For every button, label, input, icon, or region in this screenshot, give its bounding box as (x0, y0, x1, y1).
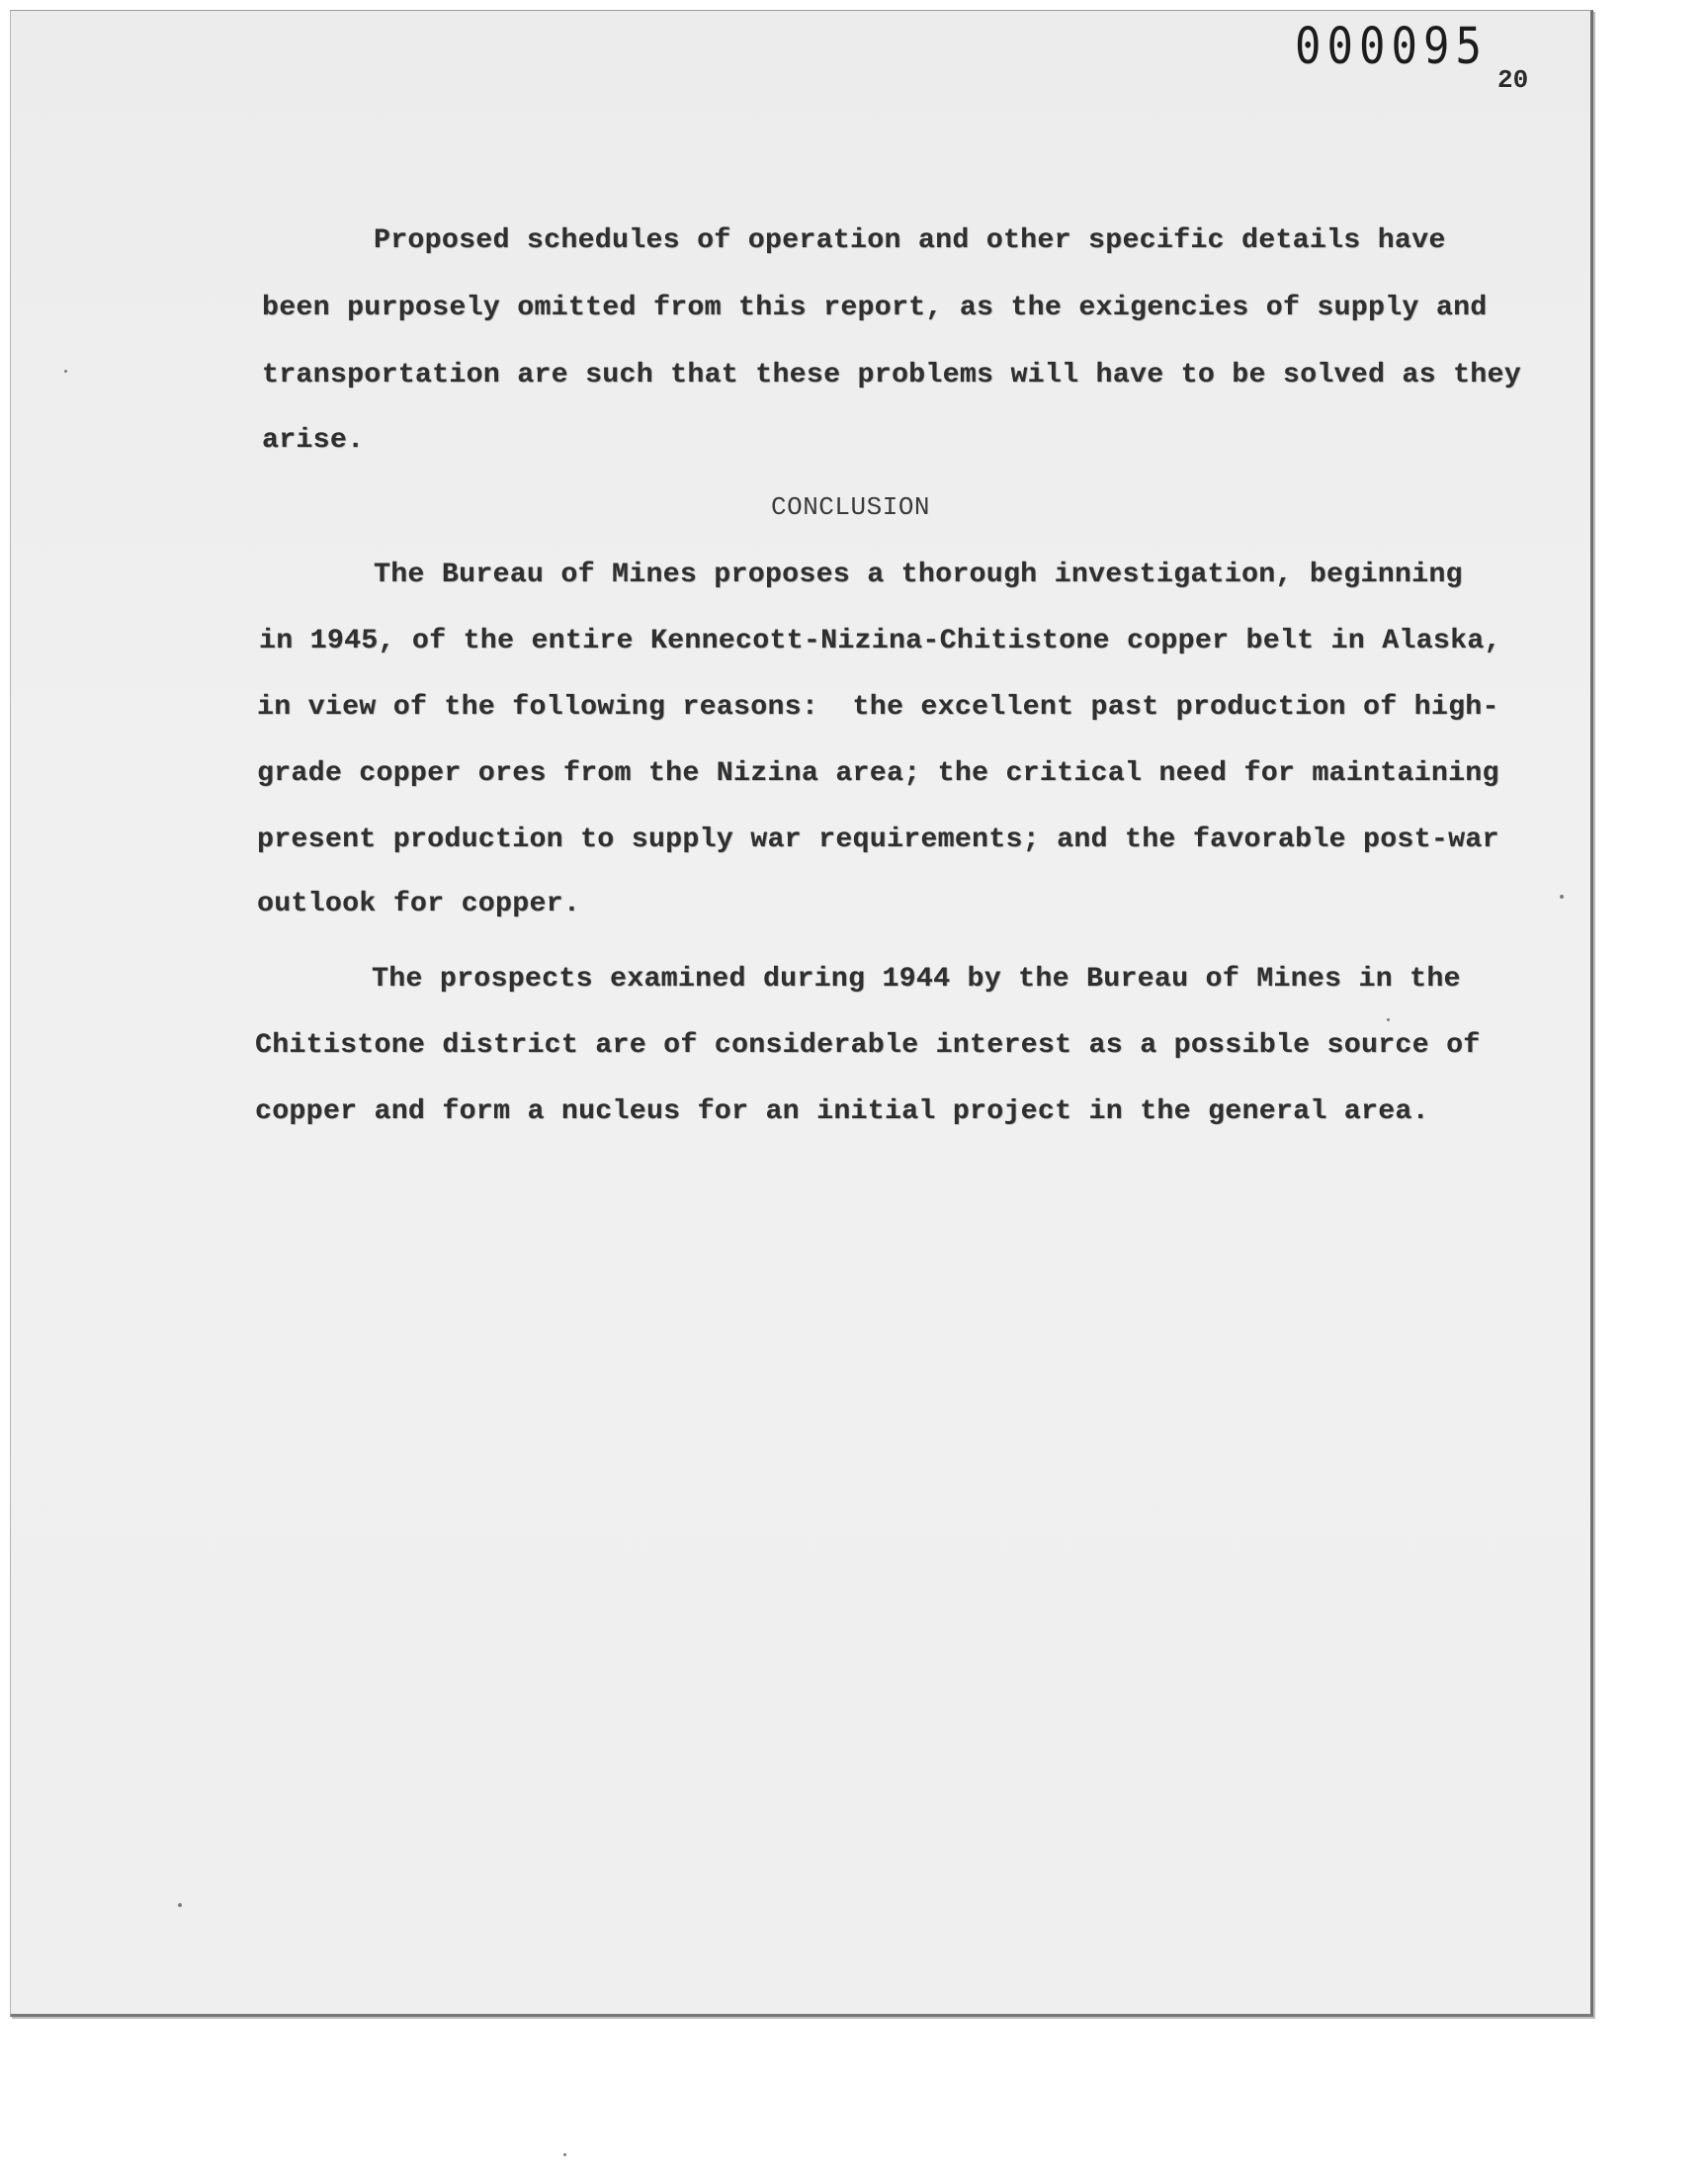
page-number: 20 (1497, 65, 1529, 95)
scan-speck (563, 2153, 566, 2156)
scan-speck (1387, 1018, 1390, 1021)
text-line: transportation are such that these problems will have to be solved as they (262, 360, 1521, 391)
text-line: present production to supply war requirements; and the favorable post-war (257, 825, 1499, 855)
scan-speck (1560, 895, 1564, 899)
text-line: The prospects examined during 1944 by the Bureau of Mines in the (372, 964, 1461, 995)
text-line: arise. (262, 425, 365, 456)
document-id-stamp: 000095 (1295, 18, 1488, 76)
text-line: Proposed schedules of operation and other specific details have (374, 225, 1446, 256)
text-line: Chitistone district are of considerable interest as a possible source of (255, 1030, 1481, 1061)
text-line: in view of the following reasons: the excellent past production of high- (257, 692, 1499, 723)
text-line: outlook for copper. (257, 889, 581, 919)
text-line: been purposely omitted from this report, as the exigencies of supply and (262, 293, 1488, 323)
text-line: in 1945, of the entire Kennecott-Nizina-Chitistone copper belt in Alaska, (259, 626, 1501, 656)
section-heading: CONCLUSION (771, 492, 931, 522)
text-line: grade copper ores from the Nizina area; the critical need for maintaining (257, 758, 1499, 789)
scan-speck (178, 1903, 182, 1907)
text-line: The Bureau of Mines proposes a thorough investigation, beginning (374, 560, 1463, 590)
text-line: copper and form a nucleus for an initial project in the general area. (255, 1096, 1429, 1127)
scan-speck (64, 370, 67, 373)
